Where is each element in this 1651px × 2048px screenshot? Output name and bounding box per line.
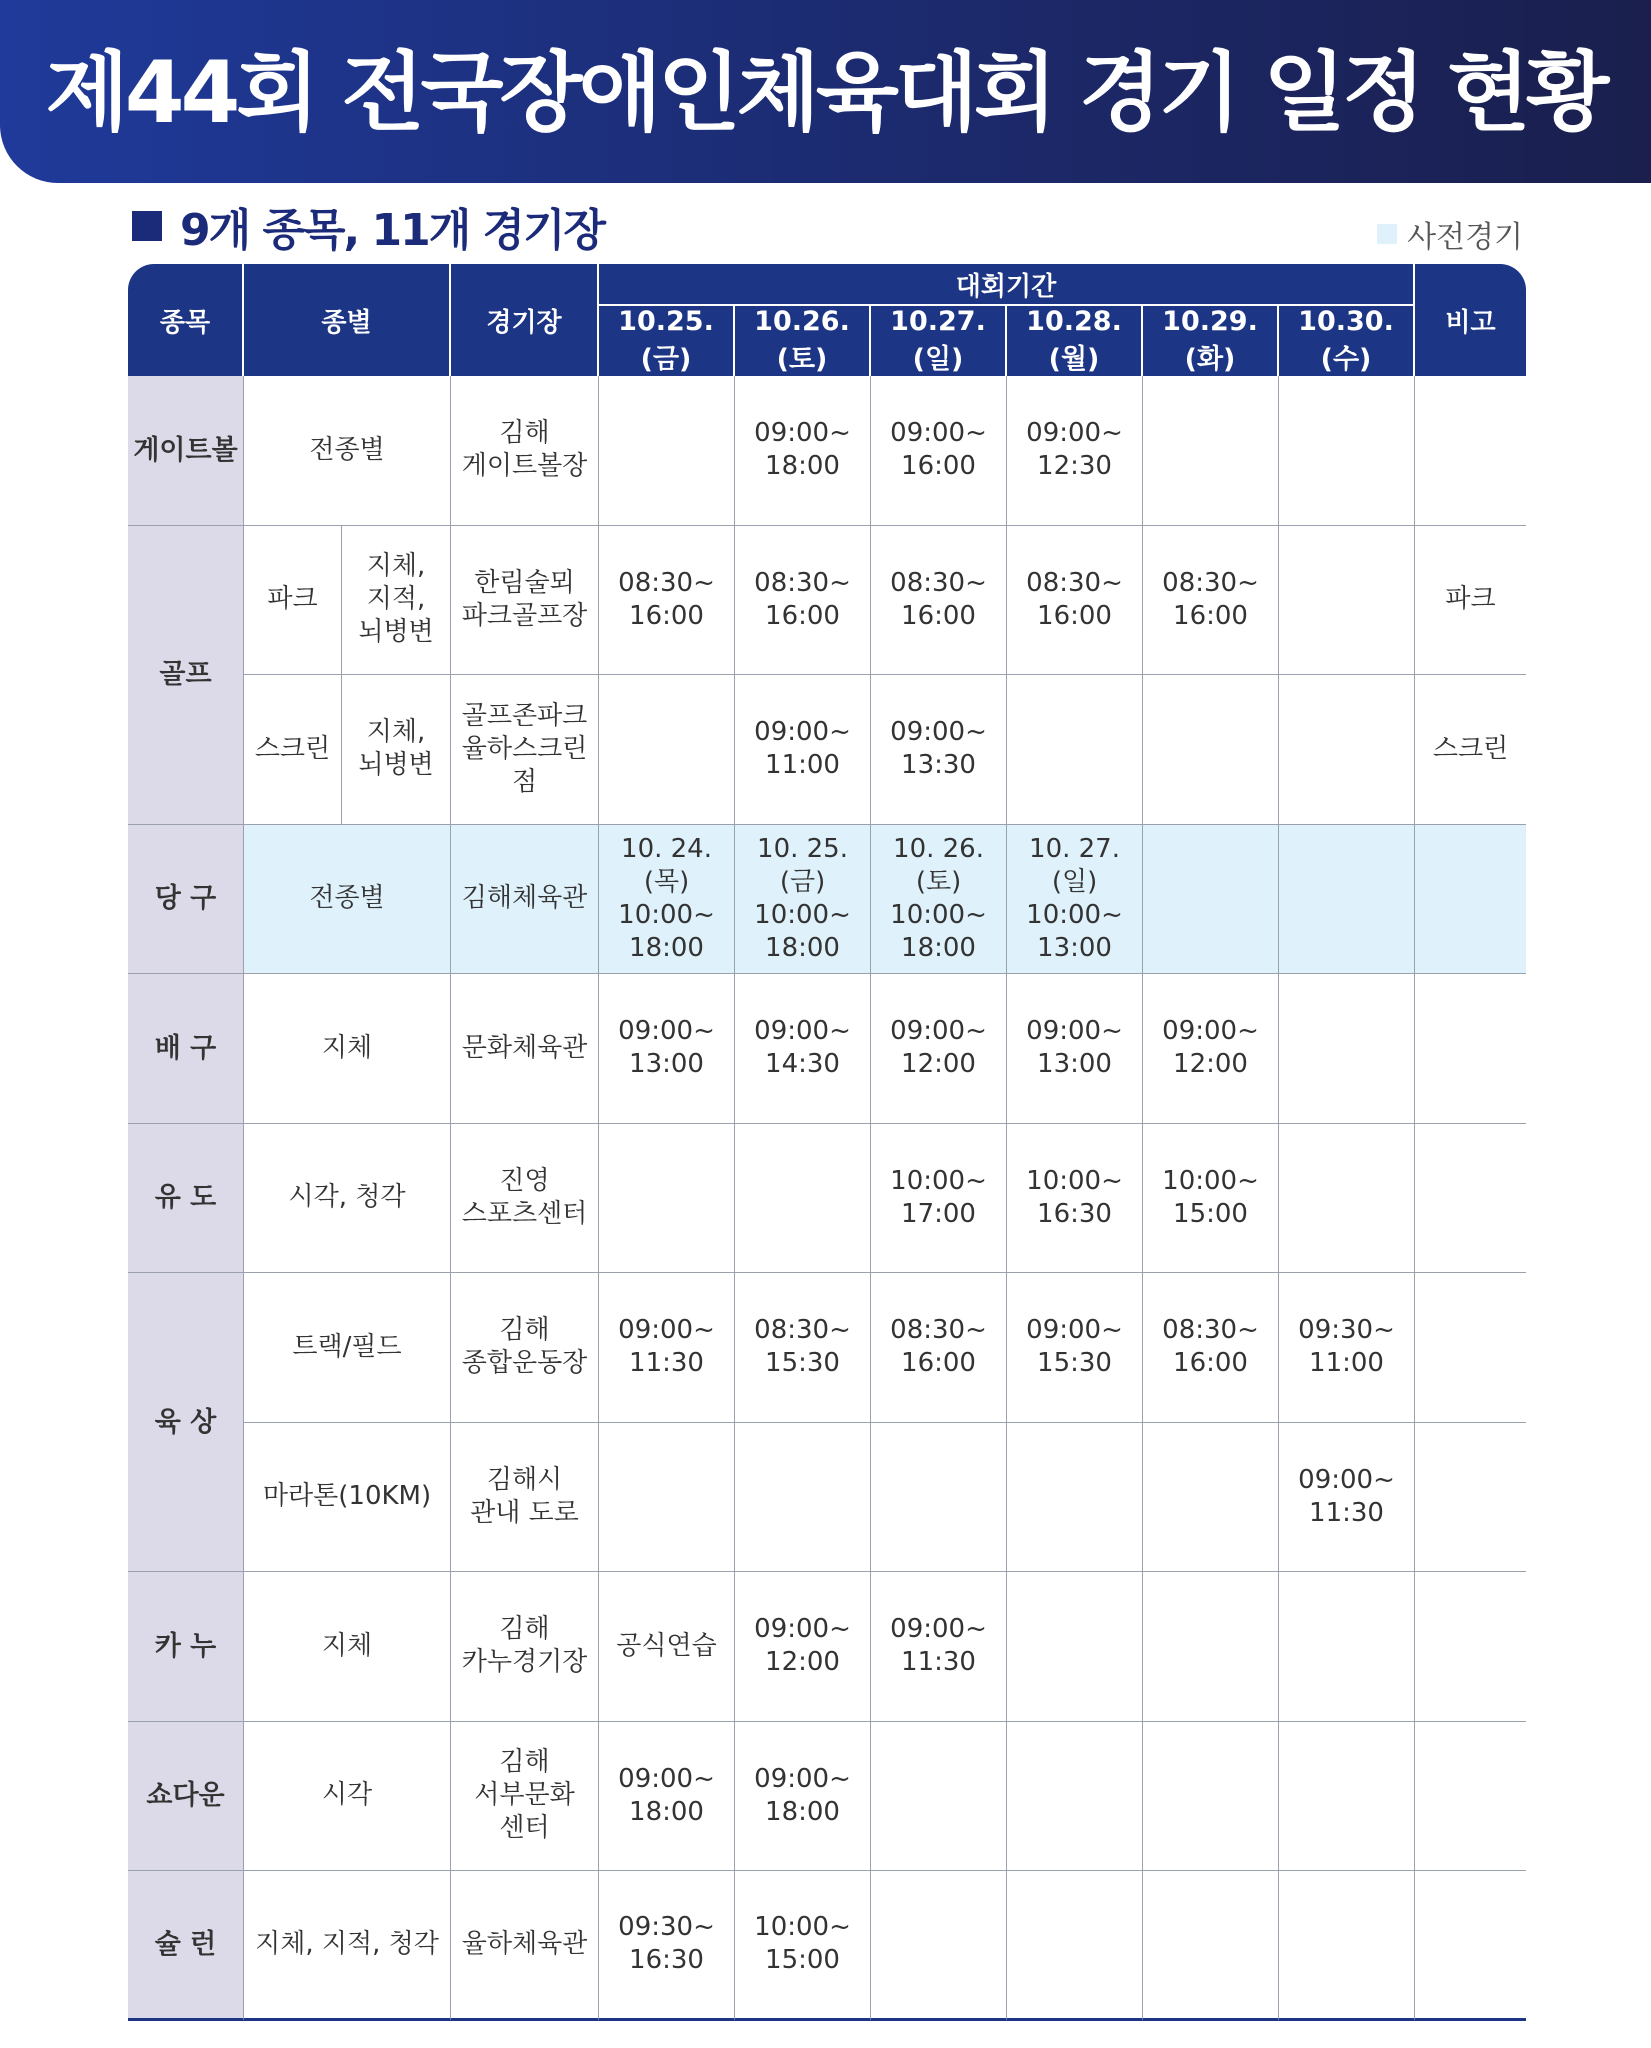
header-venue: 경기장	[451, 264, 599, 376]
time-cell: 10. 26.(토) 10:00~ 18:00	[871, 825, 1007, 975]
venue-cell: 김해체육관	[451, 825, 599, 975]
time-cell: 10. 25.(금) 10:00~ 18:00	[735, 825, 871, 975]
header-date: 10.29.(화)	[1143, 304, 1279, 376]
section-title: 9개 종목, 11개 경기장	[180, 205, 605, 256]
table-row	[128, 376, 1526, 526]
time-cell	[599, 675, 735, 825]
time-cell: 09:00~ 13:00	[1007, 974, 1143, 1124]
note-cell	[1415, 825, 1526, 975]
sport-cell: 슐 런	[128, 1871, 244, 2021]
header-date: 10.25.(금)	[599, 304, 735, 376]
header-period: 대회기간	[599, 264, 1415, 304]
time-cell	[1143, 825, 1279, 975]
note-cell	[1415, 1273, 1526, 1423]
time-cell: 08:30~ 16:00	[599, 526, 735, 676]
time-cell: 09:00~ 16:00	[871, 376, 1007, 526]
sport-cell: 배 구	[128, 974, 244, 1124]
time-cell	[1279, 825, 1415, 975]
time-cell: 08:30~ 16:00	[1143, 526, 1279, 676]
note-cell: 파크	[1415, 526, 1526, 676]
category-cell: 스크린	[244, 675, 342, 825]
table-row	[128, 1572, 1526, 1722]
venue-cell: 율하체육관	[451, 1871, 599, 2021]
table-row-pre-event	[128, 825, 1526, 975]
category-cell: 시각, 청각	[244, 1124, 451, 1274]
section-heading	[132, 194, 604, 258]
time-cell: 10:00~ 15:00	[735, 1871, 871, 2021]
time-cell	[599, 1423, 735, 1573]
time-cell: 08:30~ 15:30	[735, 1273, 871, 1423]
time-cell	[1143, 376, 1279, 526]
time-cell: 10:00~ 15:00	[1143, 1124, 1279, 1274]
time-cell: 09:00~ 12:00	[871, 974, 1007, 1124]
time-cell: 09:00~ 18:00	[735, 376, 871, 526]
time-cell: 09:00~ 12:00	[735, 1572, 871, 1722]
time-cell: 09:30~ 16:30	[599, 1871, 735, 2021]
time-cell: 08:30~ 16:00	[871, 1273, 1007, 1423]
note-cell: 스크린	[1415, 675, 1526, 825]
time-cell	[1143, 1722, 1279, 1872]
time-cell: 09:30~ 11:00	[1279, 1273, 1415, 1423]
time-cell	[1007, 1722, 1143, 1872]
time-cell	[1279, 376, 1415, 526]
time-cell: 10:00~ 17:00	[871, 1124, 1007, 1274]
time-cell	[1143, 675, 1279, 825]
time-cell: 08:30~ 16:00	[735, 526, 871, 676]
time-cell	[735, 1423, 871, 1573]
time-cell	[735, 1124, 871, 1274]
time-cell	[1279, 1124, 1415, 1274]
time-cell: 08:30~ 16:00	[871, 526, 1007, 676]
time-cell	[1143, 1871, 1279, 2021]
sport-cell: 카 누	[128, 1572, 244, 1722]
venue-cell: 김해 카누경기장	[451, 1572, 599, 1722]
title-banner	[0, 0, 1651, 183]
venue-cell: 한림술뫼 파크골프장	[451, 526, 599, 676]
time-cell: 09:00~ 12:30	[1007, 376, 1143, 526]
time-cell: 09:00~ 11:30	[871, 1572, 1007, 1722]
time-cell	[871, 1722, 1007, 1872]
time-cell	[1279, 526, 1415, 676]
header-date: 10.26.(토)	[735, 304, 871, 376]
time-cell	[1279, 1572, 1415, 1722]
venue-cell: 골프존파크 율하스크린점	[451, 675, 599, 825]
time-cell	[1007, 1572, 1143, 1722]
venue-cell: 김해 종합운동장	[451, 1273, 599, 1423]
page-title: 제44회 전국장애인체육대회 경기 일정 현황	[45, 43, 1606, 143]
time-cell	[1279, 974, 1415, 1124]
header-note: 비고	[1415, 264, 1526, 376]
time-cell: 10. 24.(목) 10:00~ 18:00	[599, 825, 735, 975]
time-cell: 09:00~ 18:00	[735, 1722, 871, 1872]
note-cell	[1415, 1871, 1526, 2021]
table-row	[128, 1273, 1526, 1423]
sport-cell: 육 상	[128, 1273, 244, 1572]
header-sport: 종목	[128, 264, 244, 376]
time-cell: 08:30~ 16:00	[1143, 1273, 1279, 1423]
note-cell	[1415, 1722, 1526, 1872]
venue-cell: 진영 스포츠센터	[451, 1124, 599, 1274]
category-cell: 시각	[244, 1722, 451, 1872]
note-cell	[1415, 1423, 1526, 1573]
venue-cell: 문화체육관	[451, 974, 599, 1124]
square-bullet-icon	[132, 211, 162, 241]
header-date: 10.30.(수)	[1279, 304, 1415, 376]
time-cell	[599, 376, 735, 526]
time-cell	[871, 1423, 1007, 1573]
time-cell	[1007, 675, 1143, 825]
legend	[1377, 212, 1523, 256]
sport-cell: 골프	[128, 526, 244, 825]
time-cell	[599, 1124, 735, 1274]
category-cell: 파크	[244, 526, 342, 676]
time-cell	[1279, 1871, 1415, 2021]
time-cell	[871, 1871, 1007, 2021]
time-cell: 09:00~ 11:30	[1279, 1423, 1415, 1573]
time-cell: 09:00~ 12:00	[1143, 974, 1279, 1124]
time-cell	[1279, 675, 1415, 825]
table-row	[128, 526, 1526, 676]
time-cell: 09:00~ 13:30	[871, 675, 1007, 825]
table-row	[128, 1423, 1526, 1573]
time-cell	[1007, 1871, 1143, 2021]
sport-cell: 당 구	[128, 825, 244, 975]
time-cell: 08:30~ 16:00	[1007, 526, 1143, 676]
venue-cell: 김해 서부문화 센터	[451, 1722, 599, 1872]
sport-cell: 쇼다운	[128, 1722, 244, 1872]
table-row	[128, 675, 1526, 825]
time-cell: 09:00~ 11:00	[735, 675, 871, 825]
time-cell: 10:00~ 16:30	[1007, 1124, 1143, 1274]
time-cell: 09:00~ 18:00	[599, 1722, 735, 1872]
time-cell: 09:00~ 15:30	[1007, 1273, 1143, 1423]
time-cell	[1279, 1722, 1415, 1872]
schedule-table	[128, 264, 1526, 2021]
time-cell: 09:00~ 11:30	[599, 1273, 735, 1423]
table-row	[128, 1722, 1526, 1872]
note-cell	[1415, 1124, 1526, 1274]
time-cell: 09:00~ 13:00	[599, 974, 735, 1124]
header-date: 10.27.(일)	[871, 304, 1007, 376]
table-row	[128, 1871, 1526, 2021]
subcategory-cell: 지체, 뇌병변	[342, 675, 451, 825]
note-cell	[1415, 974, 1526, 1124]
header-date: 10.28.(월)	[1007, 304, 1143, 376]
subcategory-cell: 지체, 지적, 뇌병변	[342, 526, 451, 676]
time-cell: 10. 27.(일) 10:00~ 13:00	[1007, 825, 1143, 975]
header-category: 종별	[244, 264, 451, 376]
venue-cell: 김해 게이트볼장	[451, 376, 599, 526]
time-cell	[1007, 1423, 1143, 1573]
note-cell	[1415, 1572, 1526, 1722]
category-cell: 트랙/필드	[244, 1273, 451, 1423]
legend-label: 사전경기	[1407, 220, 1523, 255]
sport-cell: 유 도	[128, 1124, 244, 1274]
category-cell: 마라톤(10KM)	[244, 1423, 451, 1573]
table-row	[128, 1124, 1526, 1274]
legend-swatch	[1377, 224, 1397, 244]
category-cell: 전종별	[244, 376, 451, 526]
venue-cell: 김해시 관내 도로	[451, 1423, 599, 1573]
table-row	[128, 974, 1526, 1124]
category-cell: 지체, 지적, 청각	[244, 1871, 451, 2021]
category-cell: 지체	[244, 1572, 451, 1722]
category-cell: 지체	[244, 974, 451, 1124]
note-cell	[1415, 376, 1526, 526]
time-cell: 공식연습	[599, 1572, 735, 1722]
sport-cell: 게이트볼	[128, 376, 244, 526]
time-cell	[1143, 1423, 1279, 1573]
time-cell	[1143, 1572, 1279, 1722]
category-cell: 전종별	[244, 825, 451, 975]
time-cell: 09:00~ 14:30	[735, 974, 871, 1124]
